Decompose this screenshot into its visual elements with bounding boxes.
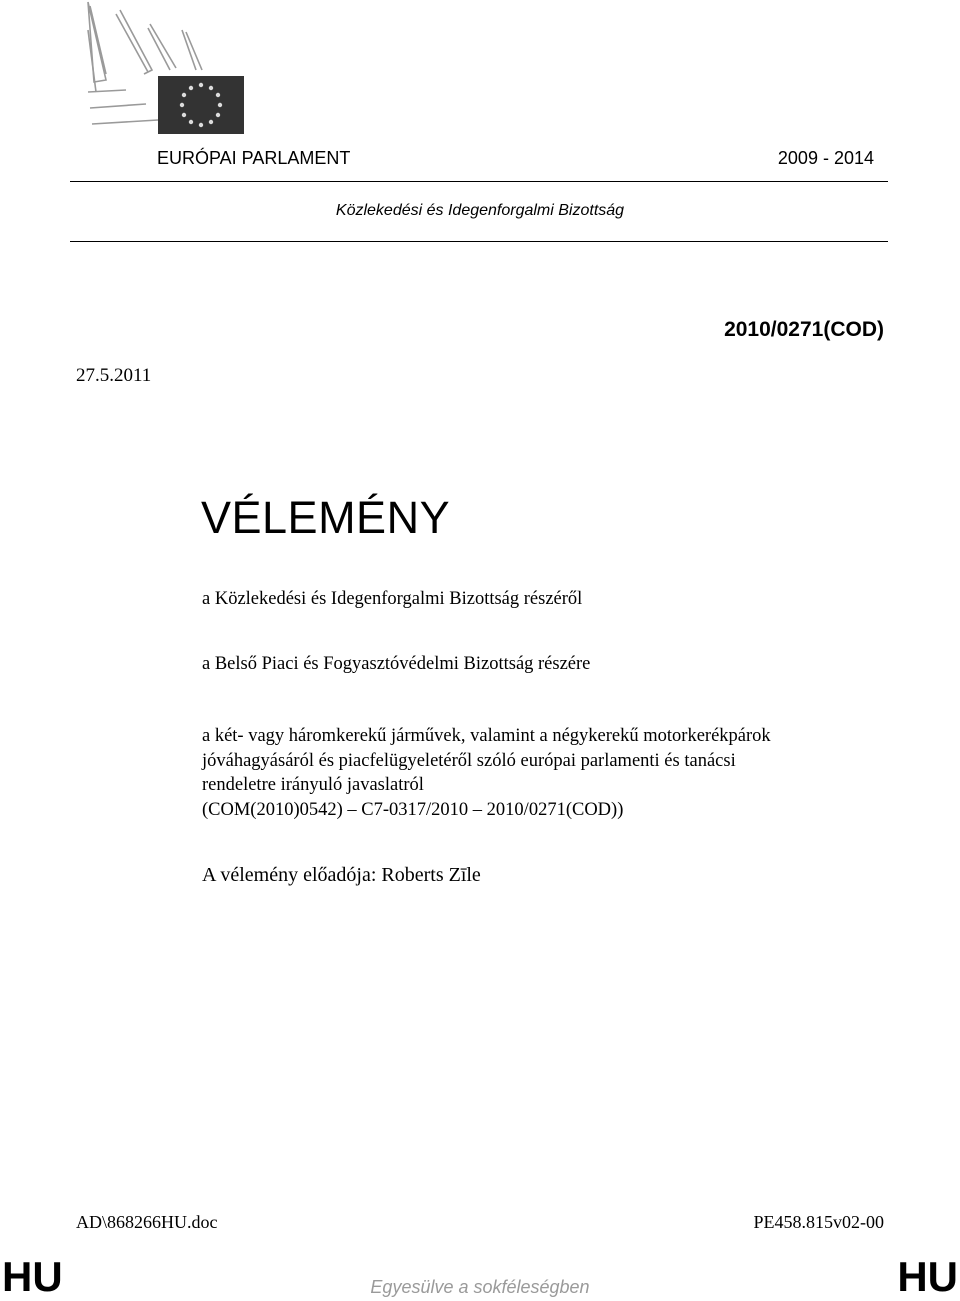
to-committee: a Belső Piaci és Fogyasztóvédelmi Bizottság részére xyxy=(202,654,591,674)
language-code-left: HU xyxy=(2,1253,63,1300)
committee-name: Közlekedési és Idegenforgalmi Bizottság xyxy=(335,202,625,219)
subject-line: jóváhagyásáról és piacfelügyeletéről szóló európai parlamenti és tanácsi xyxy=(202,750,736,771)
eu-flag-icon xyxy=(158,76,244,134)
procedure-number: 2010/0271(COD) xyxy=(724,318,884,341)
from-committee: a Közlekedési és Idegenforgalmi Bizottság részéről xyxy=(202,589,583,609)
document-date: 27.5.2011 xyxy=(76,365,152,386)
subject-line: a két- vagy háromkerekű járművek, valamint a négykerekű motorkerékpárok xyxy=(202,726,771,746)
subject-line: (COM(2010)0542) – C7-0317/2010 – 2010/0271(COD)) xyxy=(202,799,624,820)
eu-motto: Egyesülve a sokféleségben xyxy=(370,1277,590,1297)
subject-line: rendeletre irányuló javaslatról xyxy=(202,775,424,795)
language-code-right: HU xyxy=(897,1253,958,1300)
pe-reference: PE458.815v02-00 xyxy=(753,1212,884,1232)
european-parliament-logo xyxy=(86,0,246,136)
institution-name: EURÓPAI PARLAMENT xyxy=(157,148,351,168)
header-divider xyxy=(70,181,888,182)
subject-paragraph xyxy=(202,724,902,822)
document-reference: AD\868266HU.doc xyxy=(76,1212,218,1232)
committee-divider xyxy=(70,241,888,242)
document-title: VÉLEMÉNY xyxy=(201,492,451,543)
parliamentary-term: 2009 - 2014 xyxy=(777,148,874,168)
rapporteur: A vélemény előadója: Roberts Zīle xyxy=(202,864,481,886)
